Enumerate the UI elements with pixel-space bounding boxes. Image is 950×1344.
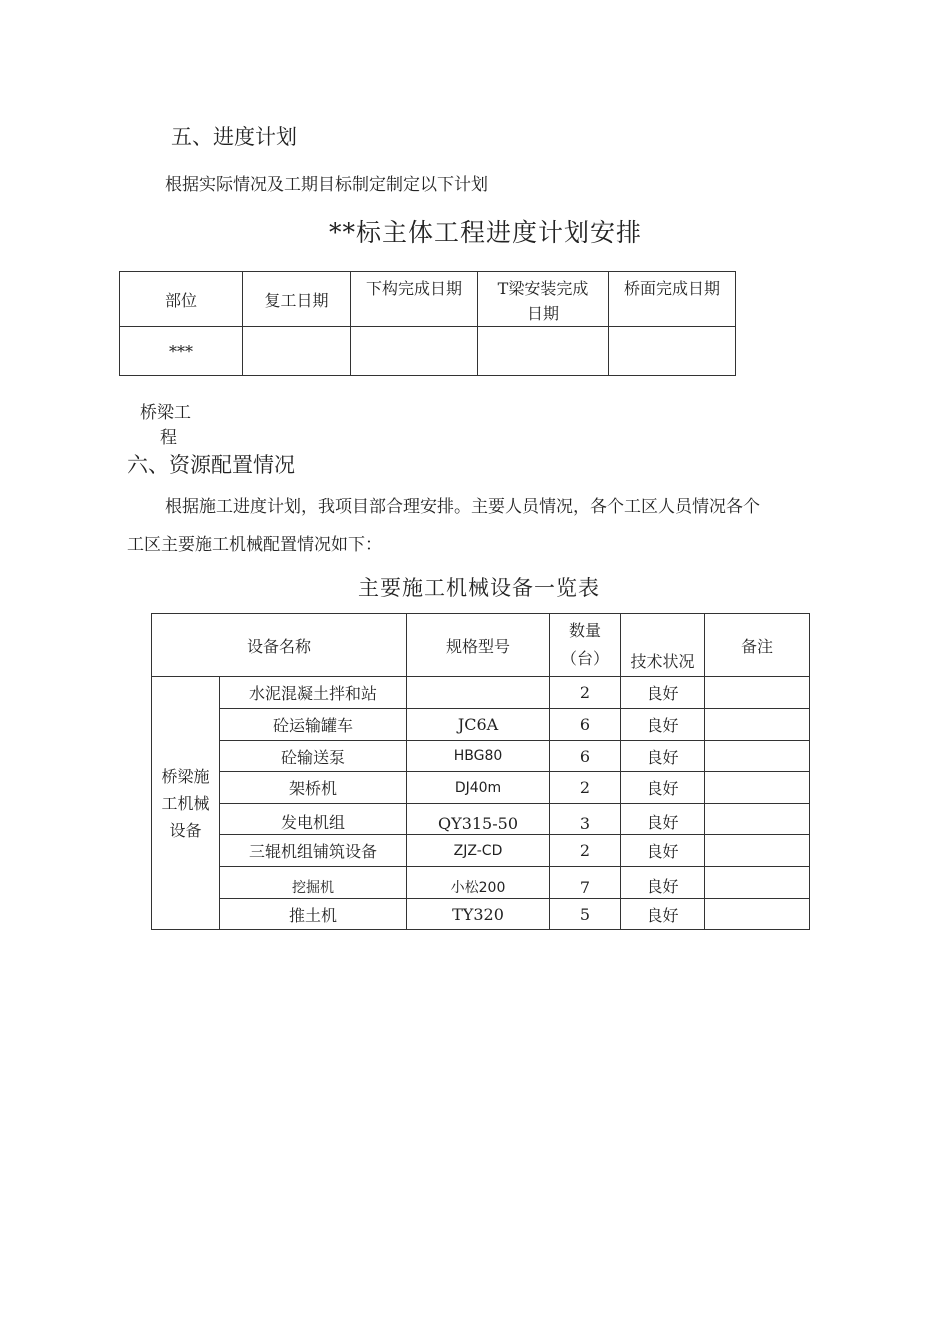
equipment-model: TY320 bbox=[407, 899, 550, 930]
equipment-table-title: 主要施工机械设备一览表 bbox=[358, 576, 600, 600]
schedule-table-title: **标主体工程进度计划安排 bbox=[329, 218, 643, 247]
cell-empty bbox=[609, 327, 736, 376]
equipment-status: 良好 bbox=[621, 804, 705, 835]
header-location: 部位 bbox=[120, 272, 243, 327]
equipment-status: 良好 bbox=[621, 867, 705, 899]
header-substructure-date: 下构完成日期 bbox=[351, 272, 478, 327]
equipment-status: 良好 bbox=[621, 677, 705, 709]
equipment-qty: 2 bbox=[550, 835, 621, 867]
header-tech-status: 技术状况 bbox=[621, 614, 705, 677]
table-row bbox=[152, 835, 810, 867]
table-row bbox=[152, 772, 810, 804]
equipment-note bbox=[705, 677, 810, 709]
equipment-model bbox=[407, 677, 550, 709]
header-tbeam-line1: T梁安装完成 bbox=[497, 279, 589, 298]
equipment-qty: 7 bbox=[550, 867, 621, 899]
section6-para-line1: 根据施工进度计划，我项目部合理安排。主要人员情况，各个工区人员情况各个 bbox=[165, 497, 760, 517]
schedule-header-row bbox=[120, 272, 736, 327]
equipment-name: 水泥混凝土拌和站 bbox=[220, 677, 407, 709]
header-tbeam-line2: 日期 bbox=[526, 304, 559, 323]
equipment-model: JC6A bbox=[407, 709, 550, 741]
table-row bbox=[152, 677, 810, 709]
equipment-name: 三辊机组铺筑设备 bbox=[220, 835, 407, 867]
table-row bbox=[152, 804, 810, 835]
section6-para-line2: 工区主要施工机械配置情况如下： bbox=[127, 535, 382, 555]
section6-title: 六、资源配置情况 bbox=[127, 453, 295, 477]
cell-empty bbox=[478, 327, 609, 376]
equipment-model: DJ40m bbox=[407, 772, 550, 804]
equipment-note bbox=[705, 867, 810, 899]
group-label-line1: 桥梁施 bbox=[161, 766, 210, 786]
equipment-status: 良好 bbox=[621, 772, 705, 804]
equipment-qty: 2 bbox=[550, 772, 621, 804]
header-quantity-line2: （台） bbox=[561, 649, 610, 668]
equipment-name: 挖掘机 bbox=[220, 867, 407, 899]
bridge-note-line1: 桥梁工 bbox=[140, 403, 191, 423]
row-label: *** bbox=[120, 327, 243, 376]
table-row bbox=[152, 899, 810, 930]
header-deck-date: 桥面完成日期 bbox=[609, 272, 736, 327]
equipment-name: 架桥机 bbox=[220, 772, 407, 804]
header-model: 规格型号 bbox=[407, 614, 550, 677]
equipment-model: HBG80 bbox=[407, 741, 550, 772]
schedule-row bbox=[120, 327, 736, 376]
equipment-header-row bbox=[152, 614, 810, 677]
table-row bbox=[152, 709, 810, 741]
header-note: 备注 bbox=[705, 614, 810, 677]
header-quantity-line1: 数量 bbox=[569, 621, 602, 640]
header-tbeam-date bbox=[478, 272, 609, 327]
equipment-table bbox=[151, 613, 810, 930]
equipment-name: 砼运输罐车 bbox=[220, 709, 407, 741]
equipment-qty: 5 bbox=[550, 899, 621, 930]
table-row bbox=[152, 867, 810, 899]
equipment-status: 良好 bbox=[621, 741, 705, 772]
header-equipment-name: 设备名称 bbox=[152, 614, 407, 677]
equipment-note bbox=[705, 709, 810, 741]
group-label-line2: 工机械 bbox=[161, 793, 210, 813]
equipment-status: 良好 bbox=[621, 899, 705, 930]
group-label bbox=[152, 677, 220, 930]
section5-title: 五、进度计划 bbox=[171, 125, 297, 149]
equipment-status: 良好 bbox=[621, 835, 705, 867]
equipment-model: 小松200 bbox=[407, 867, 550, 899]
equipment-note bbox=[705, 741, 810, 772]
equipment-name: 发电机组 bbox=[220, 804, 407, 835]
equipment-note bbox=[705, 804, 810, 835]
equipment-model: QY315-50 bbox=[407, 804, 550, 835]
equipment-note bbox=[705, 772, 810, 804]
equipment-qty: 6 bbox=[550, 741, 621, 772]
equipment-status: 良好 bbox=[621, 709, 705, 741]
equipment-qty: 6 bbox=[550, 709, 621, 741]
header-resume-date: 复工日期 bbox=[243, 272, 351, 327]
equipment-name: 砼输送泵 bbox=[220, 741, 407, 772]
equipment-qty: 3 bbox=[550, 804, 621, 835]
equipment-model: ZJZ-CD bbox=[407, 835, 550, 867]
header-quantity bbox=[550, 614, 621, 677]
equipment-name: 推土机 bbox=[220, 899, 407, 930]
table-row bbox=[152, 741, 810, 772]
equipment-note bbox=[705, 835, 810, 867]
section5-intro: 根据实际情况及工期目标制定制定以下计划 bbox=[165, 175, 488, 195]
cell-empty bbox=[243, 327, 351, 376]
equipment-qty: 2 bbox=[550, 677, 621, 709]
schedule-table bbox=[119, 271, 736, 376]
cell-empty bbox=[351, 327, 478, 376]
equipment-note bbox=[705, 899, 810, 930]
bridge-note-line2: 程 bbox=[160, 428, 177, 448]
group-label-line3: 设备 bbox=[169, 820, 202, 840]
